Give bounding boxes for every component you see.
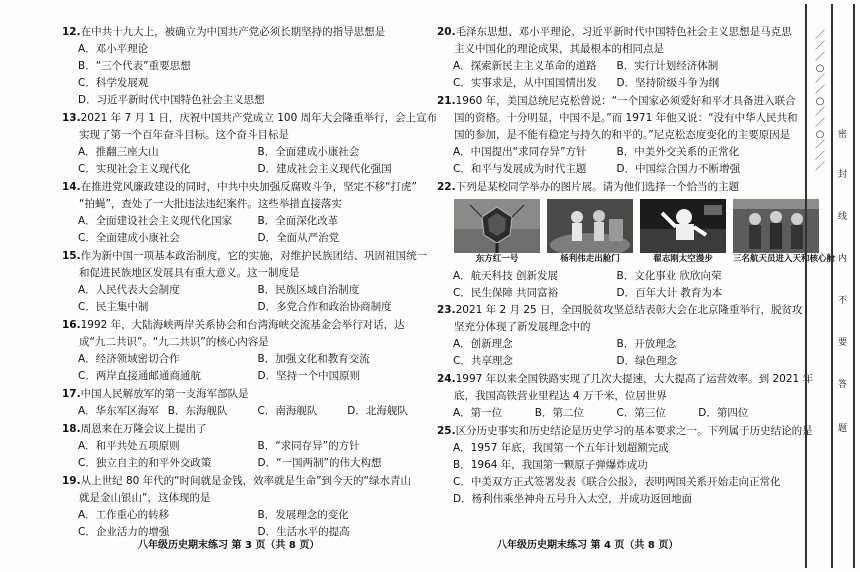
option-d[interactable]: D．建成社会主义现代化强国 [257,163,392,175]
option-a[interactable]: A．人民代表大会制度 [78,284,180,296]
question-text: 国的参加，是不能有稳定与持久的和平的。”尼克松态度变化的主要原因是 [454,129,791,141]
question-stem [437,371,814,388]
option-d[interactable]: D．多党合作和政治协商制度 [257,301,392,313]
binding-label-char: 答 [837,380,847,390]
q22-options [437,268,780,302]
question-text: 1960 年，美国总统尼克松曾说：“一个国家必须爱好和平才具备进入联合 [455,95,796,107]
answer-options [62,213,437,247]
binding-label-char: 题 [837,424,847,434]
binding-label-char: 内 [837,254,847,264]
question [62,24,437,109]
option-b[interactable]: B．全面建成小康社会 [257,146,360,158]
question-stem [437,110,798,127]
question-stem [62,24,437,41]
question-stem [62,421,437,438]
option-c[interactable]: C．民生保障 共同富裕 [453,287,559,299]
option-d[interactable]: D．百年大计 教育为本 [616,287,723,299]
question-text: 主义中国化的理论成果，其最根本的相同点是 [454,43,664,55]
question-number: 22. [437,181,456,193]
option-c[interactable]: C．两岸直接通邮通商通航 [78,370,201,382]
question-text: 2021 年 2 月 25 日，全国脱贫攻坚总结表彰大会在北京隆重举行，脱贫攻 [455,304,803,316]
option-c[interactable]: C．中美双方正式签署发表《联合公报》，表明两国关系开始走向正常化 [453,476,781,488]
question-stem [437,179,780,196]
question-stem [62,386,437,403]
picture-caption: 翟志刚太空漫步 [653,254,713,264]
question-stem [437,388,780,405]
option-b[interactable]: B．东海舰队 [167,405,228,417]
option-c[interactable]: C．南海舰队 [257,405,318,417]
option-c[interactable]: C．实现社会主义现代化 [78,163,191,175]
question-text: 就是金山银山”，这体现的是 [79,492,211,504]
question-stem [62,317,437,334]
option-b[interactable]: B．第二位 [534,407,584,419]
option-d[interactable]: D．生活水平的提高 [257,526,350,538]
option-c[interactable]: C．共享理念 [453,355,513,367]
option-b[interactable]: B．发展理念的变化 [257,509,349,521]
question-text: 实现了第一个百年奋斗目标。这个奋斗目标是 [79,129,289,141]
option-d[interactable]: D．坚持一个中国原则 [257,370,361,382]
option-c[interactable]: C．实事求是，从中国国情出发 [453,77,597,89]
question-stem [62,334,437,351]
option-b[interactable]: B．加强文化和教育交流 [257,353,370,365]
question-text: 2021 年 7 月 1 日，庆祝中国共产党成立 100 周年大会隆重举行，会上宣布 [80,112,438,124]
option-a[interactable]: A．创新理念 [453,338,513,350]
binding-margin [795,0,860,572]
option-a[interactable]: A．工作重心的转移 [78,509,170,521]
question-number: 12. [62,26,81,38]
binding-line [831,4,833,568]
question-text: 下列是某校同学举办的图片展。请为他们选择一个恰当的主题 [455,181,740,193]
question-stem [62,196,437,213]
question [62,386,437,420]
option-a[interactable]: A．经济领域密切合作 [78,353,180,365]
answer-options [437,144,780,178]
picture-yang-liwei [547,199,633,266]
spacewalk-photo [640,199,726,253]
option-b[interactable]: B．实行计划经济体制 [616,60,719,72]
question-number: 19. [62,475,81,487]
option-d[interactable]: D．绿色理念 [616,355,678,367]
question-stem [437,302,803,319]
binding-label-char: 密 [837,130,847,140]
option-a[interactable]: A．探索新民主主义革命的道路 [453,60,597,72]
picture-zhai-zhigang [640,199,726,266]
binding-label-char: 线 [837,212,847,222]
question-number: 17. [62,388,81,400]
option-b[interactable]: B．文化事业 欣欣向荣 [616,270,722,282]
questions-20-22 [437,24,798,196]
question-text: 在推进党风廉政建设的同时，中共中央加强反腐败斗争，坚定不移“打虎” [80,181,417,193]
question-text: 底，我国高铁营业里程达 4 万千米，位居世界 [454,390,667,402]
question-number: 13. [62,112,81,124]
answer-options [62,282,437,316]
option-a[interactable]: A．1957 年底，我国第一个五年计划超额完成 [453,442,669,454]
question-number: 20. [437,26,456,38]
option-a[interactable]: A．航天科技 创新发展 [453,270,559,282]
option-b[interactable]: B．“三个代表”重要思想 [78,60,191,72]
question-text: 区分历史事实和历史结论是历史学习的基本要求之一。下列属于历史结论的是 [455,425,813,437]
question-stem [437,127,791,144]
option-a[interactable]: A．和平共处五项原则 [78,440,180,452]
option-d[interactable]: D．“一国两制”的伟大构想 [257,457,382,469]
question-stem [62,179,437,196]
option-a[interactable]: A．推翻三座大山 [78,146,159,158]
binding-label-char: 要 [837,338,847,348]
question-text: 中国人民解放军的第一支海军部队是 [80,388,249,400]
questions-23-25 [437,302,814,508]
question-stem [62,110,437,127]
question [437,302,803,370]
question [437,93,798,178]
option-b[interactable]: B．民族区域自治制度 [257,284,360,296]
left-page-questions [62,24,437,542]
question-number: 16. [62,319,81,331]
answer-options [62,41,437,109]
option-b[interactable]: B．“求同存异”的方针 [257,440,360,452]
binding-label-char: 不 [837,296,847,306]
question-text: 国的资格。十分明显，中国不是。”而 1971 年他又说：“没有中华人民共和 [454,112,798,124]
answer-options [62,351,437,385]
question-number: 15. [62,250,81,262]
option-b[interactable]: B．1964 年，我国第一颗原子弹爆炸成功 [453,459,648,471]
answer-options [62,144,437,178]
question [437,24,792,92]
binding-label-char: 封 [837,170,847,180]
question-text: 1992 年，大陆海峡两岸关系协会和台湾海峡交流基金会举行对话，达 [80,319,405,331]
question-number: 21. [437,95,456,107]
satellite-photo [454,199,540,253]
option-d[interactable]: D．全面从严治党 [257,232,340,244]
picture-dongfanghong [454,199,540,266]
option-d[interactable]: D．习近平新时代中国特色社会主义思想 [78,94,265,106]
option-c[interactable]: C．企业活力的增强 [78,526,170,538]
question-stem [437,319,780,336]
option-c[interactable]: C．和平与发展成为时代主题 [453,163,587,175]
answer-options [437,336,780,370]
option-a[interactable]: A．邓小平理论 [78,43,149,55]
answer-options [62,438,437,472]
question-text: 1997 年以来全国铁路实现了几次大提速，大大提高了运营效率。到 2021 年 [455,373,814,385]
astronaut-exit-photo [547,199,633,253]
option-b[interactable]: B．全面深化改革 [257,215,339,227]
right-page-questions [437,24,836,509]
question [62,248,437,316]
question-text: 从上世纪 80 年代的“时间就是金钱，效率就是生命”到今天的“绿水青山 [80,475,411,487]
question-text: 周恩来在万隆会议上提出了 [80,423,207,435]
question [437,179,780,196]
question [437,423,813,508]
question [62,473,437,541]
option-a[interactable]: A．第一位 [453,407,503,419]
question-stem [437,93,796,110]
question [62,179,437,247]
question-number: 14. [62,181,81,193]
option-d[interactable]: D．杨利伟乘坐神舟五号升入太空，并成功返回地面 [453,493,693,505]
question-stem [437,24,792,41]
page-footer-left: 八年级历史期末练习 第 3 页（共 8 页） [138,540,320,551]
option-c[interactable]: C．全面建成小康社会 [78,232,180,244]
question-stem [62,248,437,265]
option-d[interactable]: D．中国综合国力不断增强 [616,163,741,175]
question-number: 25. [437,425,456,437]
option-d[interactable]: D．第四位 [698,407,749,419]
question-text: 在中共十九大上，被确立为中国共产党必须长期坚持的指导思想是 [80,26,386,38]
binding-line [805,4,807,568]
option-c[interactable]: C．科学发展观 [78,77,149,89]
option-c[interactable]: C．民主集中制 [78,301,149,313]
question-number: 24. [437,373,456,385]
question [62,317,437,385]
picture-caption: 三名航天员进入天和核心舱 [733,254,836,264]
question-stem [437,41,780,58]
question-stem [62,490,437,507]
option-d[interactable]: D．坚持阶级斗争为纲 [616,77,720,89]
binding-line [853,4,855,568]
question [62,421,437,472]
answer-options [437,440,780,508]
question-text: 成“九二共识”。“九二共识”的核心内容是 [79,336,269,348]
answer-options [62,403,437,420]
question-stem [62,127,437,144]
option-b[interactable]: B．中美外交关系的正常化 [616,146,740,158]
question-stem [437,423,813,440]
question-text: 坚充分体现了新发展理念中的 [454,321,591,333]
question-number: 23. [437,304,456,316]
option-a[interactable]: A．华东军区海军 [78,405,159,417]
option-c[interactable]: C．独立自主的和平外交政策 [78,457,212,469]
question-number: 18. [62,423,81,435]
answer-options [437,405,780,422]
question-text: “拍蝇”，查处了一大批违法违纪案件。这些举措直接落实 [79,198,342,210]
page-footer-right: 八年级历史期末练习 第 4 页（共 8 页） [497,540,679,551]
question [437,371,814,422]
question-text: 毛泽东思想、邓小平理论、习近平新时代中国特色社会主义思想是马克思 [455,26,792,38]
option-a[interactable]: A．全面建设社会主义现代化国家 [78,215,233,227]
question-text: 和促进民族地区发展具有重大意义。这一制度是 [79,267,300,279]
option-a[interactable]: A．中国提出“求同存异”方针 [453,146,587,158]
picture-exhibition [437,199,836,266]
option-c[interactable]: C．第三位 [616,407,666,419]
picture-caption: 东方红一号 [475,254,519,264]
picture-caption: 杨利伟走出舱门 [560,254,620,264]
answer-options [437,58,780,92]
question-stem [62,265,437,282]
question [62,110,437,178]
binding-dash-marks: ／／／○／／○／／○／／／ [815,30,825,173]
question-text: 作为新中国一项基本政治制度，它的实施，对维护民族团结、巩固祖国统一 [80,250,428,262]
question-stem [62,473,437,490]
option-b[interactable]: B．开放理念 [616,338,677,350]
option-d[interactable]: D．北海舰队 [347,405,408,417]
